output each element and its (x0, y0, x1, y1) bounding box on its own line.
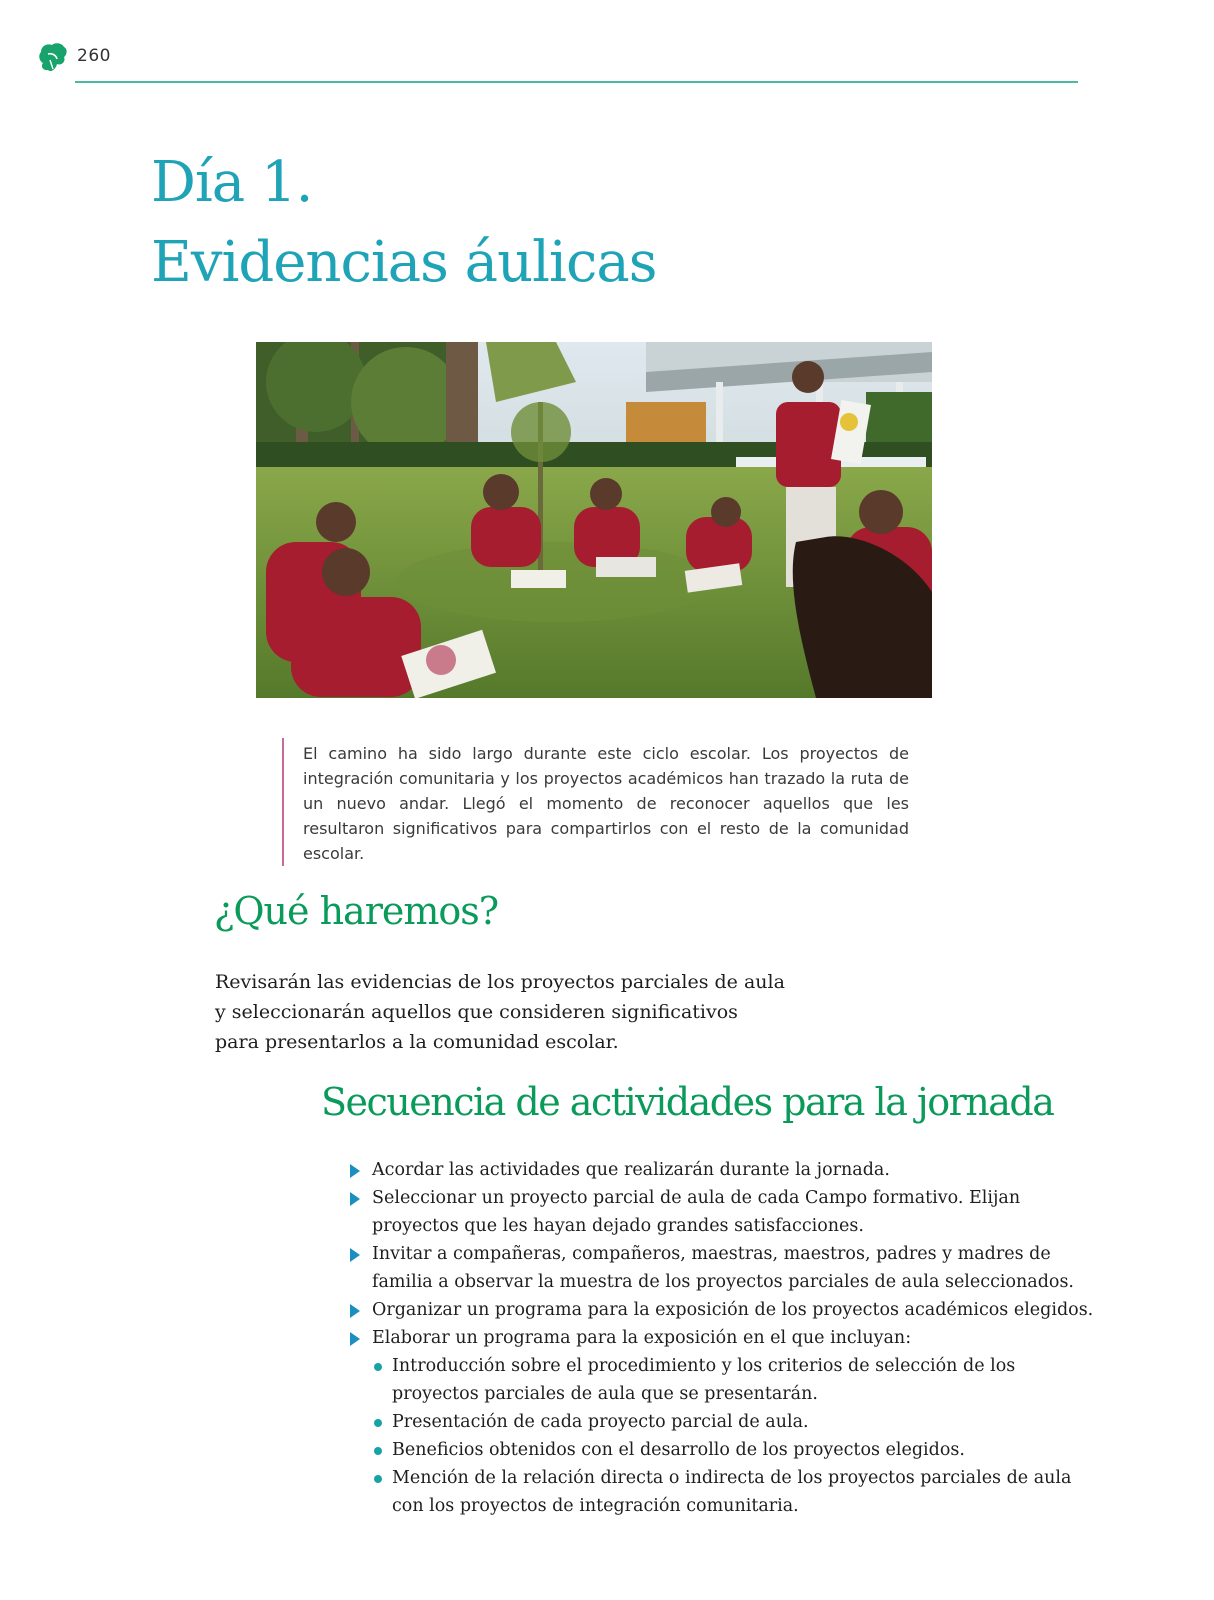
dot-bullet-icon (374, 1419, 382, 1427)
list-item-text: proyectos que les hayan dejado grandes satisfacciones. (372, 1216, 864, 1236)
dot-bullet-icon (374, 1447, 382, 1455)
intro-quote-bar (282, 738, 284, 866)
list-item-text: familia a observar la muestra de los proyectos parciales de aula seleccionados. (372, 1272, 1074, 1292)
section-heading-secuencia: Secuencia de actividades para la jornada (321, 1080, 1054, 1124)
list-item (348, 1156, 1068, 1184)
activities-list (348, 1156, 1094, 1520)
triangle-bullet-icon (350, 1248, 360, 1262)
sub-list-item-text: con los proyectos de integración comunitaria. (392, 1496, 799, 1516)
classroom-outdoor-photo (256, 342, 932, 698)
header-rule (75, 81, 1078, 83)
sub-list-item-text: Beneficios obtenidos con el desarrollo de los proyectos elegidos. (392, 1440, 965, 1460)
page-number: 260 (77, 46, 111, 66)
sub-list-item-text: proyectos parciales de aula que se presentarán. (392, 1384, 818, 1404)
sub-list-item (348, 1464, 1072, 1520)
list-item-text: Invitar a compañeras, compañeros, maestras, maestros, padres y madres de (372, 1244, 1051, 1264)
list-item (348, 1324, 1068, 1352)
list-item-text: Organizar un programa para la exposición de los proyectos académicos elegidos. (372, 1300, 1094, 1320)
que-haremos-paragraph (215, 967, 815, 1057)
triangle-bullet-icon (350, 1332, 360, 1346)
list-item-text: Acordar las actividades que realizarán durante la jornada. (372, 1160, 890, 1180)
sub-list-item-text: Presentación de cada proyecto parcial de aula. (392, 1412, 809, 1432)
sub-list-item (348, 1352, 1068, 1408)
list-item-text: Seleccionar un proyecto parcial de aula de cada Campo formativo. Elijan (372, 1188, 1021, 1208)
dot-bullet-icon (374, 1475, 382, 1483)
sub-list-item-text: Mención de la relación directa o indirecta de los proyectos parciales de aula (392, 1468, 1072, 1488)
triangle-bullet-icon (350, 1164, 360, 1178)
section-heading-que-haremos: ¿Qué haremos? (214, 889, 499, 933)
list-item (348, 1184, 1068, 1240)
list-item-text: Elaborar un programa para la exposición en el que incluyan: (372, 1328, 912, 1348)
list-item (348, 1296, 1094, 1324)
leaf-logo-icon (38, 42, 68, 74)
sub-list-item (348, 1436, 1068, 1464)
sub-list-item-text: Introducción sobre el procedimiento y los criterios de selección de los (392, 1356, 1016, 1376)
sub-list-item (348, 1408, 1068, 1436)
triangle-bullet-icon (350, 1304, 360, 1318)
triangle-bullet-icon (350, 1192, 360, 1206)
que-haremos-line: para presentarlos a la comunidad escolar. (215, 1031, 619, 1053)
que-haremos-line: Revisarán las evidencias de los proyectos parciales de aula (215, 971, 785, 993)
que-haremos-line: y seleccionarán aquellos que consideren significativos (215, 1001, 738, 1023)
dot-bullet-icon (374, 1363, 382, 1371)
list-item (348, 1240, 1074, 1296)
page-title: Evidencias áulicas (151, 230, 657, 295)
page-title-day: Día 1. (151, 150, 313, 215)
intro-paragraph: El camino ha sido largo durante este ciclo escolar. Los proyectos de integración comunitaria y los proyectos académicos han trazado la ruta de un nuevo andar. Llegó el momento de reconocer aquellos que les resultaron significativos para compartirlos con el resto de la comunidad escolar. (303, 744, 909, 863)
